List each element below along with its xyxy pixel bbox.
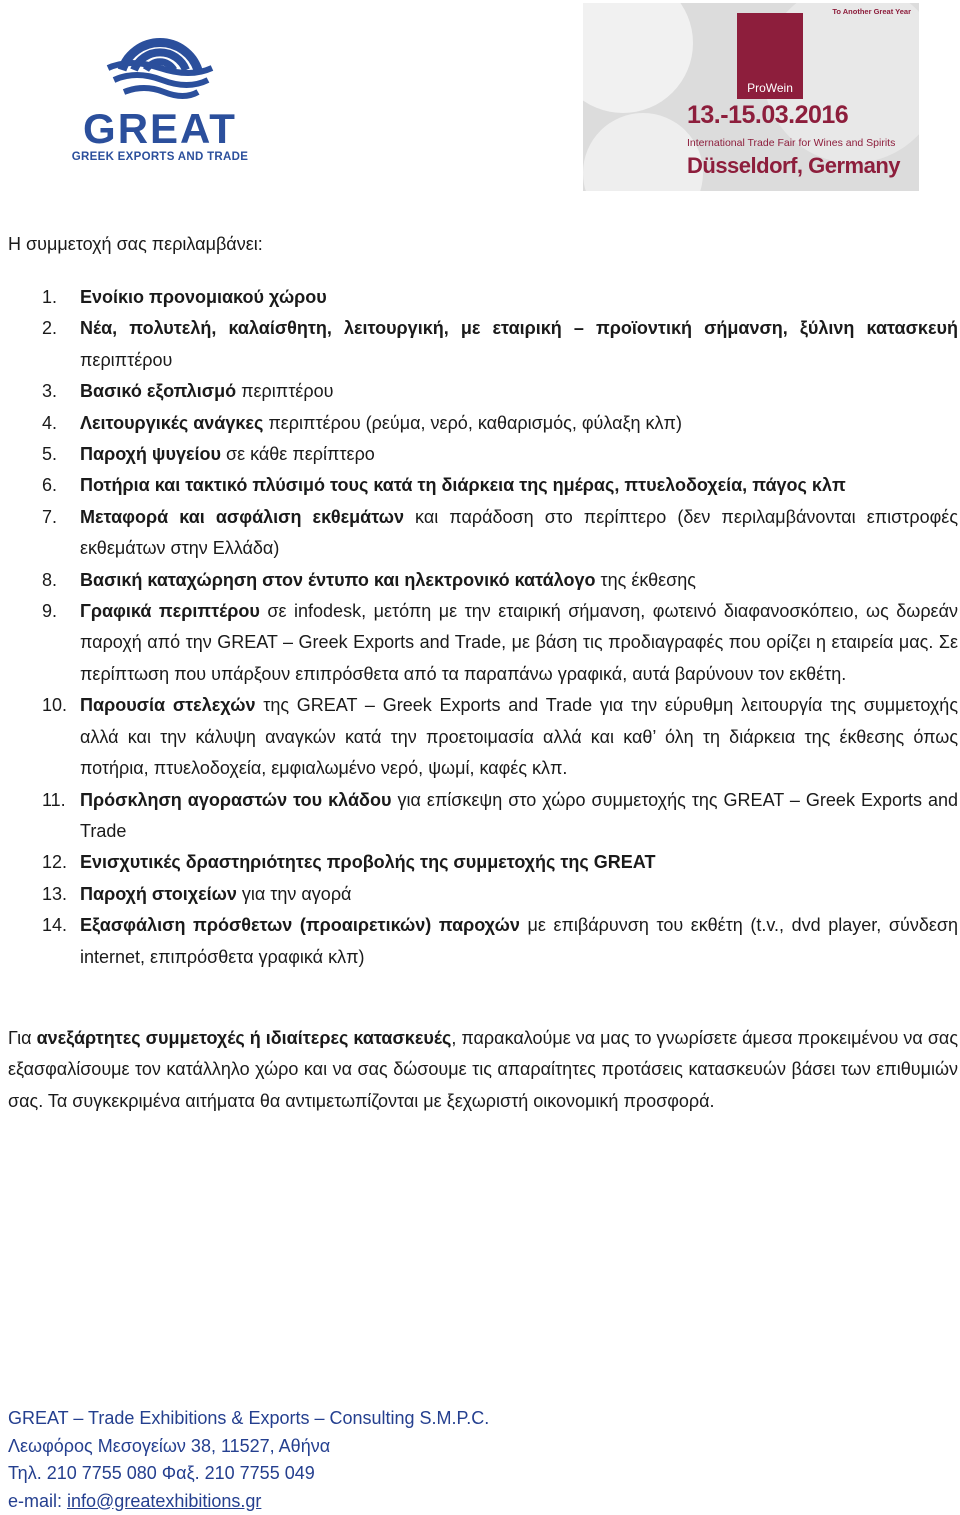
list-item: 10. Παρουσία στελεχών της GREAT – Greek Exports and Trade για την εύρυθμη λειτουργία της συμμετοχής αλλά και την κάλυψη αναγκών κατά την προετοιμασία αλλά και καθ’ όλη τη διάρκεια της έκθεσης όπως ποτήρια, πτυελοδοχεία, εμφιαλωμένο νερό, ψωμί, καφές κλπ. bbox=[8, 690, 958, 784]
prowein-city: Düsseldorf, Germany bbox=[687, 153, 900, 179]
prowein-brand: ProWein bbox=[737, 81, 803, 95]
prowein-banner bbox=[583, 3, 919, 191]
prowein-fair: International Trade Fair for Wines and Spirits bbox=[687, 137, 895, 149]
intro-text: Η συμμετοχή σας περιλαμβάνει: bbox=[8, 232, 263, 256]
list-item: 13. Παροχή στοιχείων για την αγορά bbox=[8, 879, 958, 910]
footer-phone: Τηλ. 210 7755 080 Φαξ. 210 7755 049 bbox=[8, 1460, 489, 1488]
list-item: 5. Παροχή ψυγείου σε κάθε περίπτερο bbox=[8, 439, 958, 470]
waves-logo-icon bbox=[70, 8, 250, 108]
footer-address: Λεωφόρος Μεσογείων 38, 11527, Αθήνα bbox=[8, 1433, 489, 1461]
footer-contact bbox=[8, 1405, 489, 1515]
email-link[interactable]: info@greatexhibitions.gr bbox=[67, 1491, 261, 1511]
prowein-date: 13.-15.03.2016 bbox=[687, 101, 848, 130]
list-item: 14. Εξασφάλιση πρόσθετων (προαιρετικών) παροχών με επιβάρυνση του εκθέτη (t.v., dvd player, σύνδεση internet, επιπρόσθετα γραφικά κλπ) bbox=[8, 910, 958, 973]
closing-paragraph: Για ανεξάρτητες συμμετοχές ή ιδιαίτερες κατασκευές, παρακαλούμε να μας το γνωρίσετε άμεσα προκειμένου να σας εξασφαλίσουμε τον κατάλληλο χώρο και να σας δώσουμε τις απαραίτητες προτάσεις κατασκευών βάσει των επιθυμιών σας. Τα συγκεκριμένα αιτήματα θα αντιμετωπίζονται με ξεχωριστή οικονομική προσφορά. bbox=[8, 1023, 958, 1117]
inclusions-list bbox=[8, 282, 958, 973]
footer-email-line: e-mail: info@greatexhibitions.gr bbox=[8, 1488, 489, 1515]
list-item: 2. Νέα, πολυτελή, καλαίσθητη, λειτουργική, με εταιρική – προϊοντική σήμανση, ξύλινη κατασκευή περιπτέρου bbox=[8, 313, 958, 376]
great-logo-tagline: GREEK EXPORTS AND TRADE bbox=[70, 151, 250, 163]
list-item: 6. Ποτήρια και τακτικό πλύσιμό τους κατά τη διάρκεια της ημέρας, πτυελοδοχεία, πάγος κλπ bbox=[8, 470, 958, 501]
list-item: 9. Γραφικά περιπτέρου σε infodesk, μετόπη με την εταιρική σήμανση, φωτεινό διαφανοσκόπειο, ως δωρεάν παροχή από την GREAT – Greek Exports and Trade, με βάση τις προδιαγραφές που ορίζει η εταιρεία μας. Σε περίπτωση που υπάρξουν επιπρόσθετα από τα παραπάνω γραφικά, αυτά βαρύνουν τον εκθέτη. bbox=[8, 596, 958, 690]
footer-company: GREAT – Trade Exhibitions & Exports – Consulting S.M.P.C. bbox=[8, 1405, 489, 1433]
great-logo bbox=[70, 8, 250, 168]
list-item: 11. Πρόσκληση αγοραστών του κλάδου για επίσκεψη στο χώρο συμμετοχής της GREAT – Greek Exports and Trade bbox=[8, 785, 958, 848]
prowein-tagline: To Another Great Year bbox=[832, 7, 911, 16]
great-logo-word: GREAT bbox=[70, 108, 250, 150]
prowein-brand-box bbox=[737, 13, 803, 99]
list-item: 4. Λειτουργικές ανάγκες περιπτέρου (ρεύμα, νερό, καθαρισμός, φύλαξη κλπ) bbox=[8, 408, 958, 439]
list-item: 12. Ενισχυτικές δραστηριότητες προβολής της συμμετοχής της GREAT bbox=[8, 847, 958, 878]
list-item: 8. Βασική καταχώρηση στον έντυπο και ηλεκτρονικό κατάλογο της έκθεσης bbox=[8, 565, 958, 596]
list-item: 7. Μεταφορά και ασφάλιση εκθεμάτων και παράδοση στο περίπτερο (δεν περιλαμβάνονται επιστροφές εκθεμάτων στην Ελλάδα) bbox=[8, 502, 958, 565]
list-item: 1. Ενοίκιο προνομιακού χώρου bbox=[8, 282, 958, 313]
list-item: 3. Βασικό εξοπλισμό περιπτέρου bbox=[8, 376, 958, 407]
